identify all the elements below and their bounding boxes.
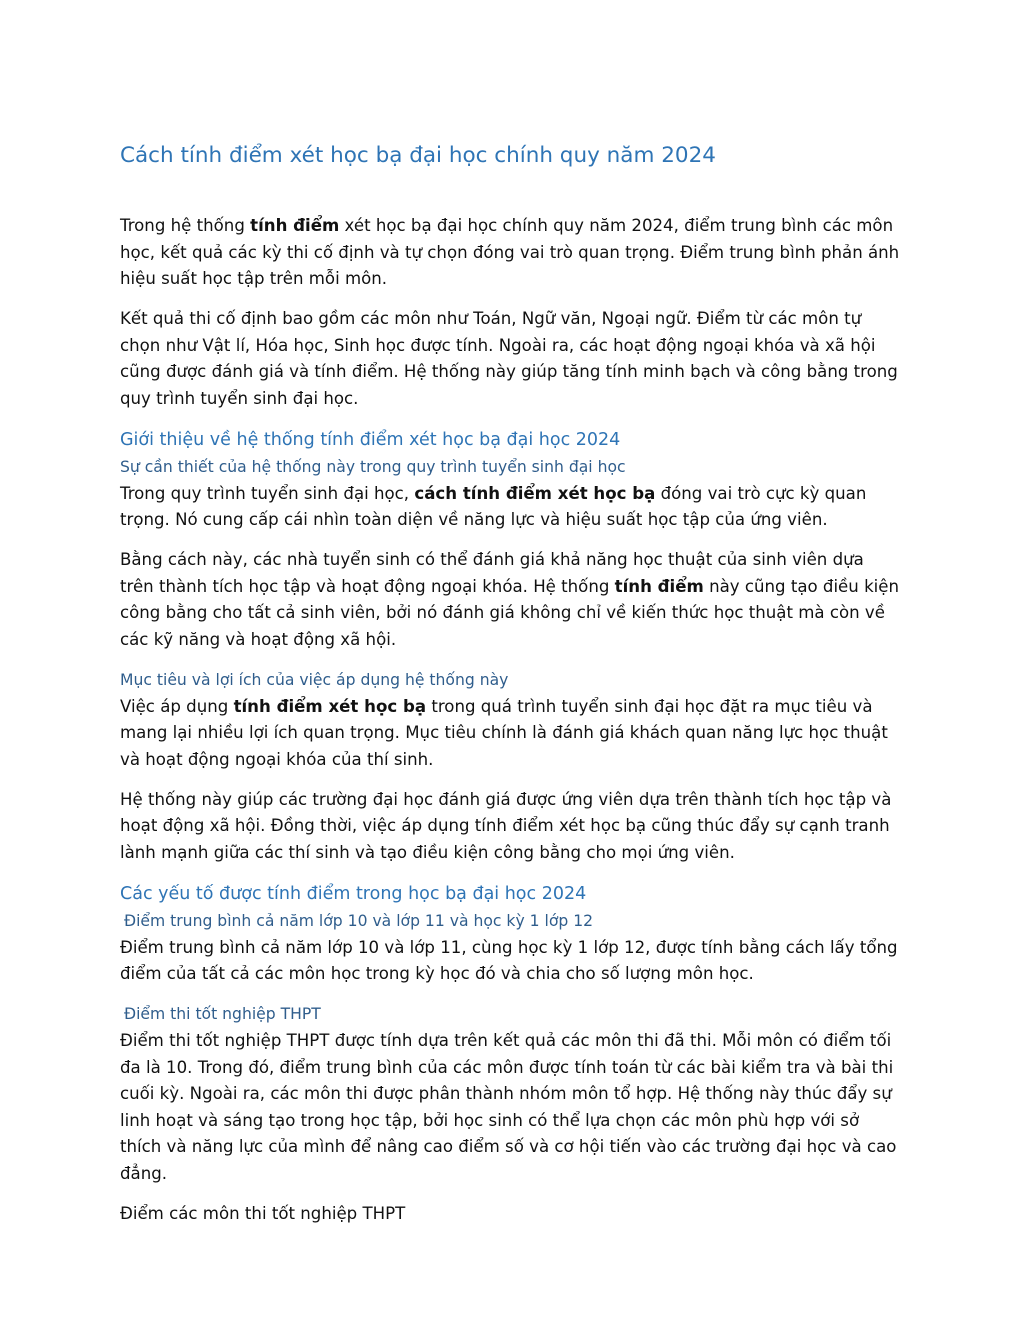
subsection-heading-average-score: Điểm trung bình cả năm lớp 10 và lớp 11 và học kỳ 1 lớp 12	[124, 911, 594, 930]
goals-paragraph-1	[120, 694, 902, 774]
document-title: Cách tính điểm xét học bạ đại học chính quy năm 2024	[120, 143, 716, 168]
necessity-paragraph-2	[120, 547, 902, 653]
graduation-exam-subjects-line: Điểm các môn thi tốt nghiệp THPT	[120, 1203, 406, 1223]
text-run: Trong quy trình tuyển sinh đại học,	[120, 483, 415, 503]
text-run: đóng vai trò cực kỳ quan trọng. Nó cung cấp cái nhìn toàn diện về năng lực và hiệu suất học tập của ứng viên.	[120, 483, 867, 529]
text-run: Việc áp dụng	[120, 696, 234, 716]
intro-paragraph-2: Kết quả thi cố định bao gồm các môn như Toán, Ngữ văn, Ngoại ngữ. Điểm từ các môn tự chọn như Vật lí, Hóa học, Sinh học được tính. Ngoài ra, các hoạt động ngoại khóa và xã hội cũng được đánh giá và tính điểm. Hệ thống này giúp tăng tính minh bạch và công bằng trong quy trình tuyển sinh đại học.	[120, 309, 898, 408]
goals-paragraph-2: Hệ thống này giúp các trường đại học đánh giá được ứng viên dựa trên thành tích học tập và hoạt động xã hội. Đồng thời, việc áp dụng tính điểm xét học bạ cũng thúc đẩy sự cạnh tranh lành mạnh giữa các thí sinh và tạo điều kiện công bằng cho mọi ứng viên.	[120, 789, 892, 862]
text-run: trong quá trình tuyển sinh đại học đặt ra mục tiêu và mang lại nhiều lợi ích quan trọng. Mục tiêu chính là đánh giá khách quan năng lực học thuật và hoạt động ngoại khóa của thí sinh.	[120, 696, 888, 769]
section-heading-scoring-factors: Các yếu tố được tính điểm trong học bạ đại học 2024	[120, 883, 587, 904]
bold-term: tính điểm xét học bạ	[233, 696, 427, 716]
document-body	[120, 213, 902, 1241]
text-run: này cũng tạo điều kiện công bằng cho tất cả sinh viên, bởi nó đánh giá không chỉ về kiến thức học thuật mà còn về các kỹ năng và hoạt động xã hội.	[120, 576, 900, 649]
subsection-heading-graduation-exam: Điểm thi tốt nghiệp THPT	[124, 1005, 321, 1023]
bold-term: cách tính điểm xét học bạ	[414, 483, 656, 503]
text-run: Bằng cách này, các nhà tuyển sinh có thể đánh giá khả năng học thuật của sinh viên dựa trên thành tích học tập và hoạt động ngoại khóa. Hệ thống	[120, 550, 864, 596]
average-score-paragraph: Điểm trung bình cả năm lớp 10 và lớp 11, cùng học kỳ 1 lớp 12, được tính bằng cách lấy tổng điểm của tất cả các môn học trong kỳ học đó và chia cho số lượng môn học.	[120, 937, 898, 983]
text-run: xét học bạ đại học chính quy năm 2024, điểm trung bình các môn học, kết quả các kỳ thi cố định và tự chọn đóng vai trò quan trọng. Điểm trung bình phản ánh hiệu suất học tập trên mỗi môn.	[120, 216, 900, 288]
graduation-exam-paragraph: Điểm thi tốt nghiệp THPT được tính dựa trên kết quả các môn thi đã thi. Mỗi môn có điểm tối đa là 10. Trong đó, điểm trung bình của các môn được tính toán từ các bài kiểm tra và bài thi cuối kỳ. Ngoài ra, các môn thi được phân thành nhóm môn tổ hợp. Hệ thống này thúc đẩy sự linh hoạt và sáng tạo trong học tập, bởi học sinh có thể lựa chọn các môn phù hợp với sở thích và năng lực của mình để nâng cao điểm số và cơ hội tiến vào các trường đại học và cao đẳng.	[120, 1031, 897, 1183]
necessity-paragraph-1	[120, 481, 902, 534]
bold-term: tính điểm	[250, 216, 340, 235]
intro-paragraph-1	[120, 213, 902, 293]
section-heading-introduction: Giới thiệu về hệ thống tính điểm xét học bạ đại học 2024	[120, 429, 621, 450]
bold-term: tính điểm	[614, 576, 704, 596]
subsection-heading-goals: Mục tiêu và lợi ích của việc áp dụng hệ thống này	[120, 670, 509, 689]
subsection-heading-necessity: Sự cần thiết của hệ thống này trong quy trình tuyển sinh đại học	[120, 457, 626, 476]
text-run: Trong hệ thống	[120, 216, 251, 235]
